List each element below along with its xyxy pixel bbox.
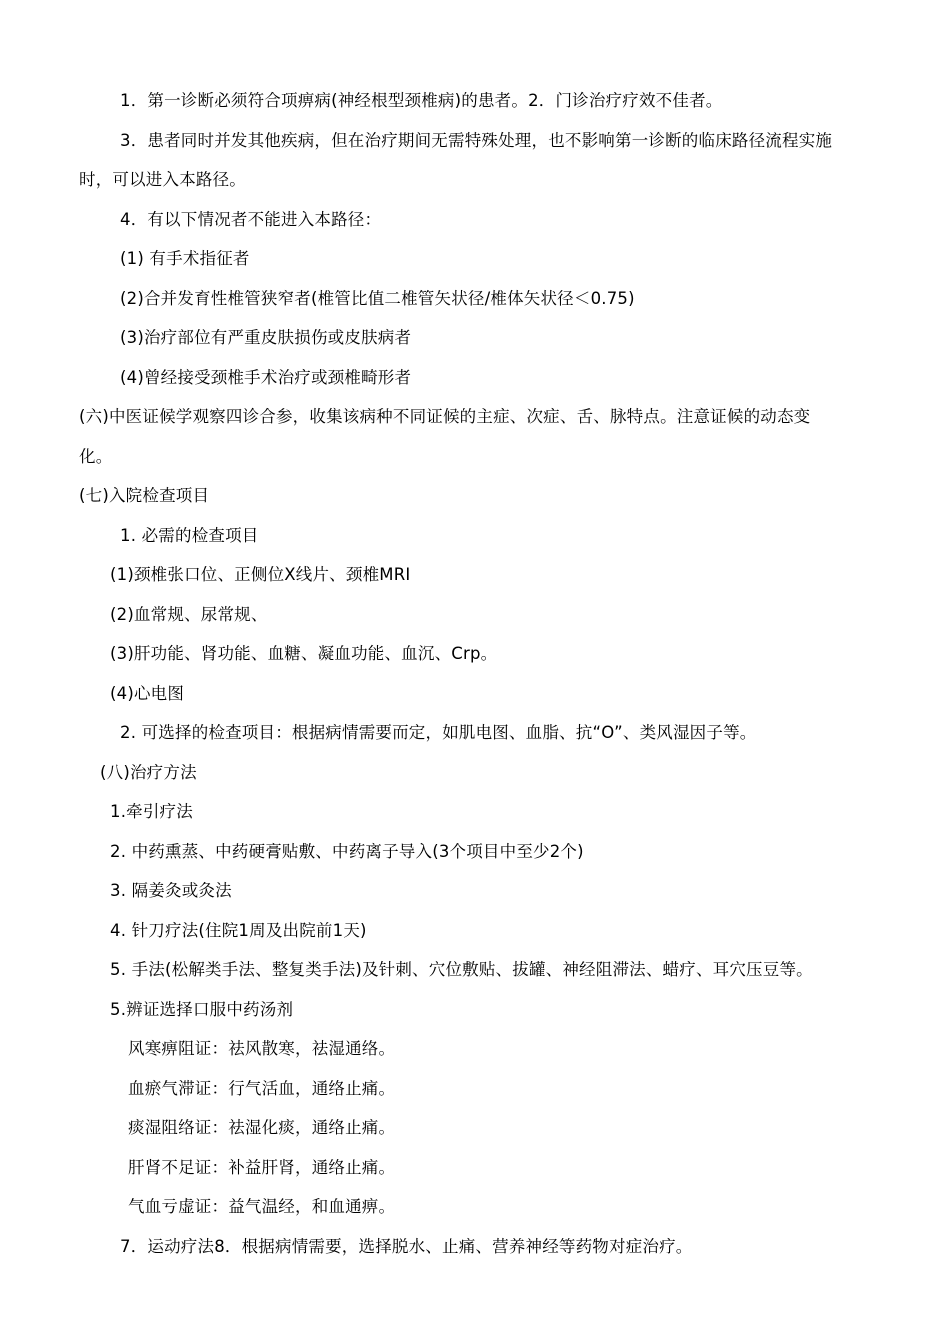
section-heading: (八)治疗方法 [100, 763, 197, 782]
text-line: 1．第一诊断必须符合项痹病(神经根型颈椎病)的患者。2．门诊治疗疗效不佳者。 [120, 91, 723, 110]
text-line: (4)曾经接受颈椎手术治疗或颈椎畸形者 [120, 368, 412, 387]
section-heading: (六)中医证候学观察四诊合参，收集该病种不同证候的主症、次症、舌、脉特点。注意证候的动态变 [79, 407, 811, 426]
text-line: 4. 针刀疗法(住院1周及出院前1天) [110, 921, 367, 940]
text-line: (3)肝功能、肾功能、血糖、凝血功能、血沉、Crp。 [110, 644, 498, 663]
text-line: (1)颈椎张口位、正侧位X线片、颈椎MRI [110, 565, 411, 584]
text-line: (3)治疗部位有严重皮肤损伤或皮肤病者 [120, 328, 412, 347]
text-line: 1.牵引疗法 [110, 802, 193, 821]
text-line: 5. 手法(松解类手法、整复类手法)及针刺、穴位敷贴、拔罐、神经阻滞法、蜡疗、耳穴压豆等。 [110, 960, 813, 979]
text-line: (4)心电图 [110, 684, 185, 703]
text-line: (1) 有手术指征者 [120, 249, 250, 268]
text-line: 7．运动疗法8．根据病情需要，选择脱水、止痛、营养神经等药物对症治疗。 [120, 1237, 693, 1256]
text-line: 5.辨证选择口服中药汤剂 [110, 1000, 294, 1019]
text-line: 痰湿阻络证：祛湿化痰，通络止痛。 [128, 1118, 396, 1137]
text-line: (2)合并发育性椎管狭窄者(椎管比值二椎管矢状径/椎体矢状径＜0.75) [120, 289, 635, 308]
text-line: 3. 隔姜灸或灸法 [110, 881, 232, 900]
text-line: 血瘀气滞证：行气活血，通络止痛。 [128, 1079, 396, 1098]
text-line: 2. 可选择的检查项目：根据病情需要而定，如肌电图、血脂、抗“O”、类风湿因子等。 [120, 723, 757, 742]
text-line: 气血亏虚证：益气温经，和血通痹。 [128, 1197, 396, 1216]
text-line: 4．有以下情况者不能进入本路径： [120, 210, 382, 229]
text-line: 化。 [79, 447, 113, 466]
text-line: 肝肾不足证：补益肝肾，通络止痛。 [128, 1158, 396, 1177]
text-line: 时，可以进入本路径。 [79, 170, 246, 189]
text-line: 1. 必需的检查项目 [120, 526, 259, 545]
text-line: 3．患者同时并发其他疾病，但在治疗期间无需特殊处理，也不影响第一诊断的临床路径流程实施 [120, 131, 833, 150]
text-line: 风寒痹阻证：祛风散寒，祛湿通络。 [128, 1039, 396, 1058]
text-line: (2)血常规、尿常规、 [110, 605, 268, 624]
section-heading: (七)入院检查项目 [79, 486, 210, 505]
text-line: 2. 中药熏蒸、中药硬膏贴敷、中药离子导入(3个项目中至少2个) [110, 842, 584, 861]
